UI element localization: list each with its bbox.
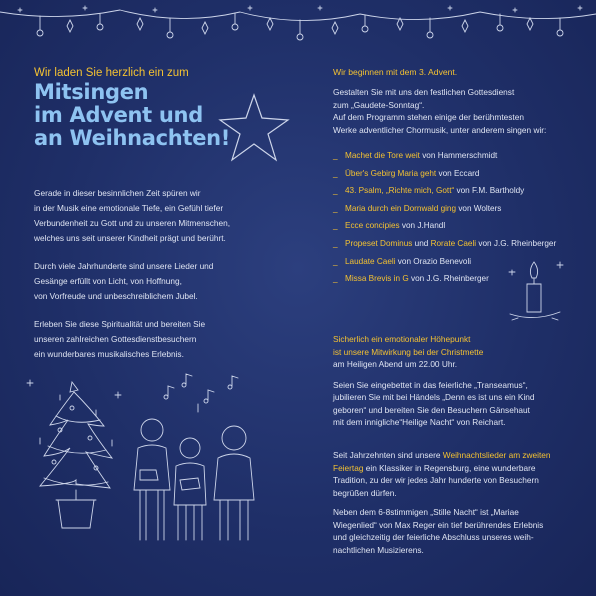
left-column-body — [34, 186, 289, 375]
list-item: _ Maria durch ein Dornwald ging von Wolters — [333, 203, 502, 213]
text-line: Gesänge erfüllt von Licht, von Hoffnung, — [34, 276, 182, 286]
christmas-tree-icon — [27, 380, 121, 528]
work-composer: von Orazio Benevoli — [395, 256, 472, 266]
work-composer: von Hammerschmidt — [419, 151, 498, 160]
works-list — [333, 150, 573, 285]
final-text — [333, 506, 578, 556]
list-item: _ Propeset Dominus und Rorate Caeli von J.G. Rheinberger — [333, 238, 557, 248]
text-line: in der Musik eine emotionale Tiefe, ein Gefühl tiefer — [34, 203, 224, 213]
list-item: _ Über's Gebirg Maria geht von Eccard — [333, 168, 480, 178]
text-line: jubilieren Sie mit bei Händels „Denn es ist uns ein Kind — [333, 392, 535, 402]
text-line: von Vorfreude und unbeschreiblichem Jubel. — [34, 291, 198, 301]
advent-section — [333, 67, 573, 291]
work-title: Rorate Caeli — [430, 238, 477, 248]
work-composer: von F.M. Bartholdy — [454, 186, 525, 196]
list-item: _ Missa Brevis in G von J.G. Rheinberger — [333, 274, 489, 284]
title-line: Mitsingen — [34, 80, 149, 104]
work-title: 43. Psalm, „Richte mich, Gott“ — [345, 186, 455, 196]
text-line: ein wunderbares musikalisches Erlebnis. — [34, 349, 184, 359]
text-line: begrüßen dürfen. — [333, 487, 397, 498]
work-title: Propeset Dominus — [345, 238, 413, 248]
title-line: an Weihnachten! — [34, 126, 231, 150]
work-composer: von J.G. Rheinberger — [476, 238, 557, 248]
work-title: Missa Brevis in G — [345, 274, 409, 284]
text-line: Sicherlich ein emotionaler Höhepunkt — [333, 334, 471, 344]
work-title: Laudate Caeli — [345, 256, 396, 266]
advent-heading: Wir beginnen mit dem 3. Advent. — [333, 67, 458, 77]
transeamus-text — [333, 379, 578, 429]
tradition-section — [333, 449, 578, 556]
text-line: Auf dem Programm stehen einige der berühmtesten — [333, 112, 524, 122]
title-line: im Advent und — [34, 103, 203, 127]
text-segment: ein Klassiker in Regensburg, eine wunderbare — [363, 462, 536, 473]
work-composer: von J.Handl — [399, 221, 446, 231]
work-title: Machet die Tore weit — [345, 151, 420, 160]
work-composer: von J.G. Rheinberger — [408, 274, 489, 284]
work-title: Ecce concipies — [345, 221, 400, 231]
text-line: nachtlichen Musizierens. — [333, 544, 424, 555]
christmette-text — [333, 333, 578, 371]
tradition-text — [333, 449, 578, 499]
paragraph-centuries — [34, 259, 289, 304]
work-composer: und — [412, 238, 431, 248]
list-item: _ Ecce concipies von J.Handl — [333, 221, 446, 231]
text-segment: Seit Jahrzehnten sind unsere — [333, 450, 443, 460]
text-line: zum „Gaudete-Sonntag“. — [333, 99, 425, 110]
highlight-text: Weihnachtslieder am zweiten — [442, 450, 551, 460]
text-line: geboren“ und bereiten Sie den Besuchern Gänsehaut — [333, 404, 530, 415]
highlight-text: Feiertag — [333, 462, 364, 473]
text-line: ist unsere Mitwirkung bei der Christmette — [333, 346, 484, 357]
text-line: Gestalten Sie mit uns den festlichen Gottesdienst — [333, 87, 515, 97]
text-line: am Heiligen Abend um 22.00 Uhr. — [333, 359, 458, 369]
work-composer: von Eccard — [436, 168, 480, 178]
paragraph-spirituality — [34, 186, 289, 246]
text-line: Seien Sie eingebettet in das feierliche „Transeamus“, — [333, 379, 528, 390]
text-line: Verbundenheit zu Gott und zu unseren Mitmenschen, — [34, 218, 231, 228]
advent-intro — [333, 86, 573, 136]
christmette-section — [333, 333, 578, 429]
page-title — [34, 81, 289, 150]
text-line: mit dem innigliche“Heilige Nacht“ von Reichart. — [333, 417, 506, 427]
invitation-intro: Wir laden Sie herzlich ein zum — [34, 67, 189, 79]
text-line: Neben dem 6-8stimmigen „Stille Nacht“ ist „Mariae — [333, 507, 519, 517]
left-column-header — [34, 67, 289, 150]
text-line: Durch viele Jahrhunderte sind unsere Lieder und — [34, 261, 214, 271]
work-composer: von Wolters — [456, 203, 502, 213]
singers-icon — [134, 374, 254, 540]
list-item: _ 43. Psalm, „Richte mich, Gott“ von F.M. Bartholdy — [333, 186, 525, 196]
paragraph-experience — [34, 317, 289, 362]
work-title: Über's Gebirg Maria geht — [345, 168, 437, 178]
text-line: welches uns seit unserer Kindheit prägt und berührt. — [34, 233, 226, 243]
work-title: Maria durch ein Dornwald ging — [345, 203, 457, 213]
text-line: Tradition, zu der wir jedes Jahr hunderte von Besuchern — [333, 475, 539, 485]
list-item: _ Machet die Tore weit von Hammerschmidt — [333, 151, 498, 160]
text-line: Wiegenlied“ von Max Reger ein tief berührendes Erlebnis — [333, 519, 544, 530]
list-item: _ Laudate Caeli von Orazio Benevoli — [333, 256, 472, 266]
text-line: Gerade in dieser besinnlichen Zeit spüren wir — [34, 188, 201, 198]
garland-icon — [0, 6, 596, 40]
text-line: Erleben Sie diese Spiritualität und bereiten Sie — [34, 319, 206, 329]
text-line: unseren zahlreichen Gottesdienstbesuchern — [34, 334, 197, 344]
text-line: Werke adventlicher Chormusik, unter anderem singen wir: — [333, 124, 547, 135]
text-line: und gleichzeitig der feierliche Abschluss unseres weih- — [333, 532, 534, 542]
